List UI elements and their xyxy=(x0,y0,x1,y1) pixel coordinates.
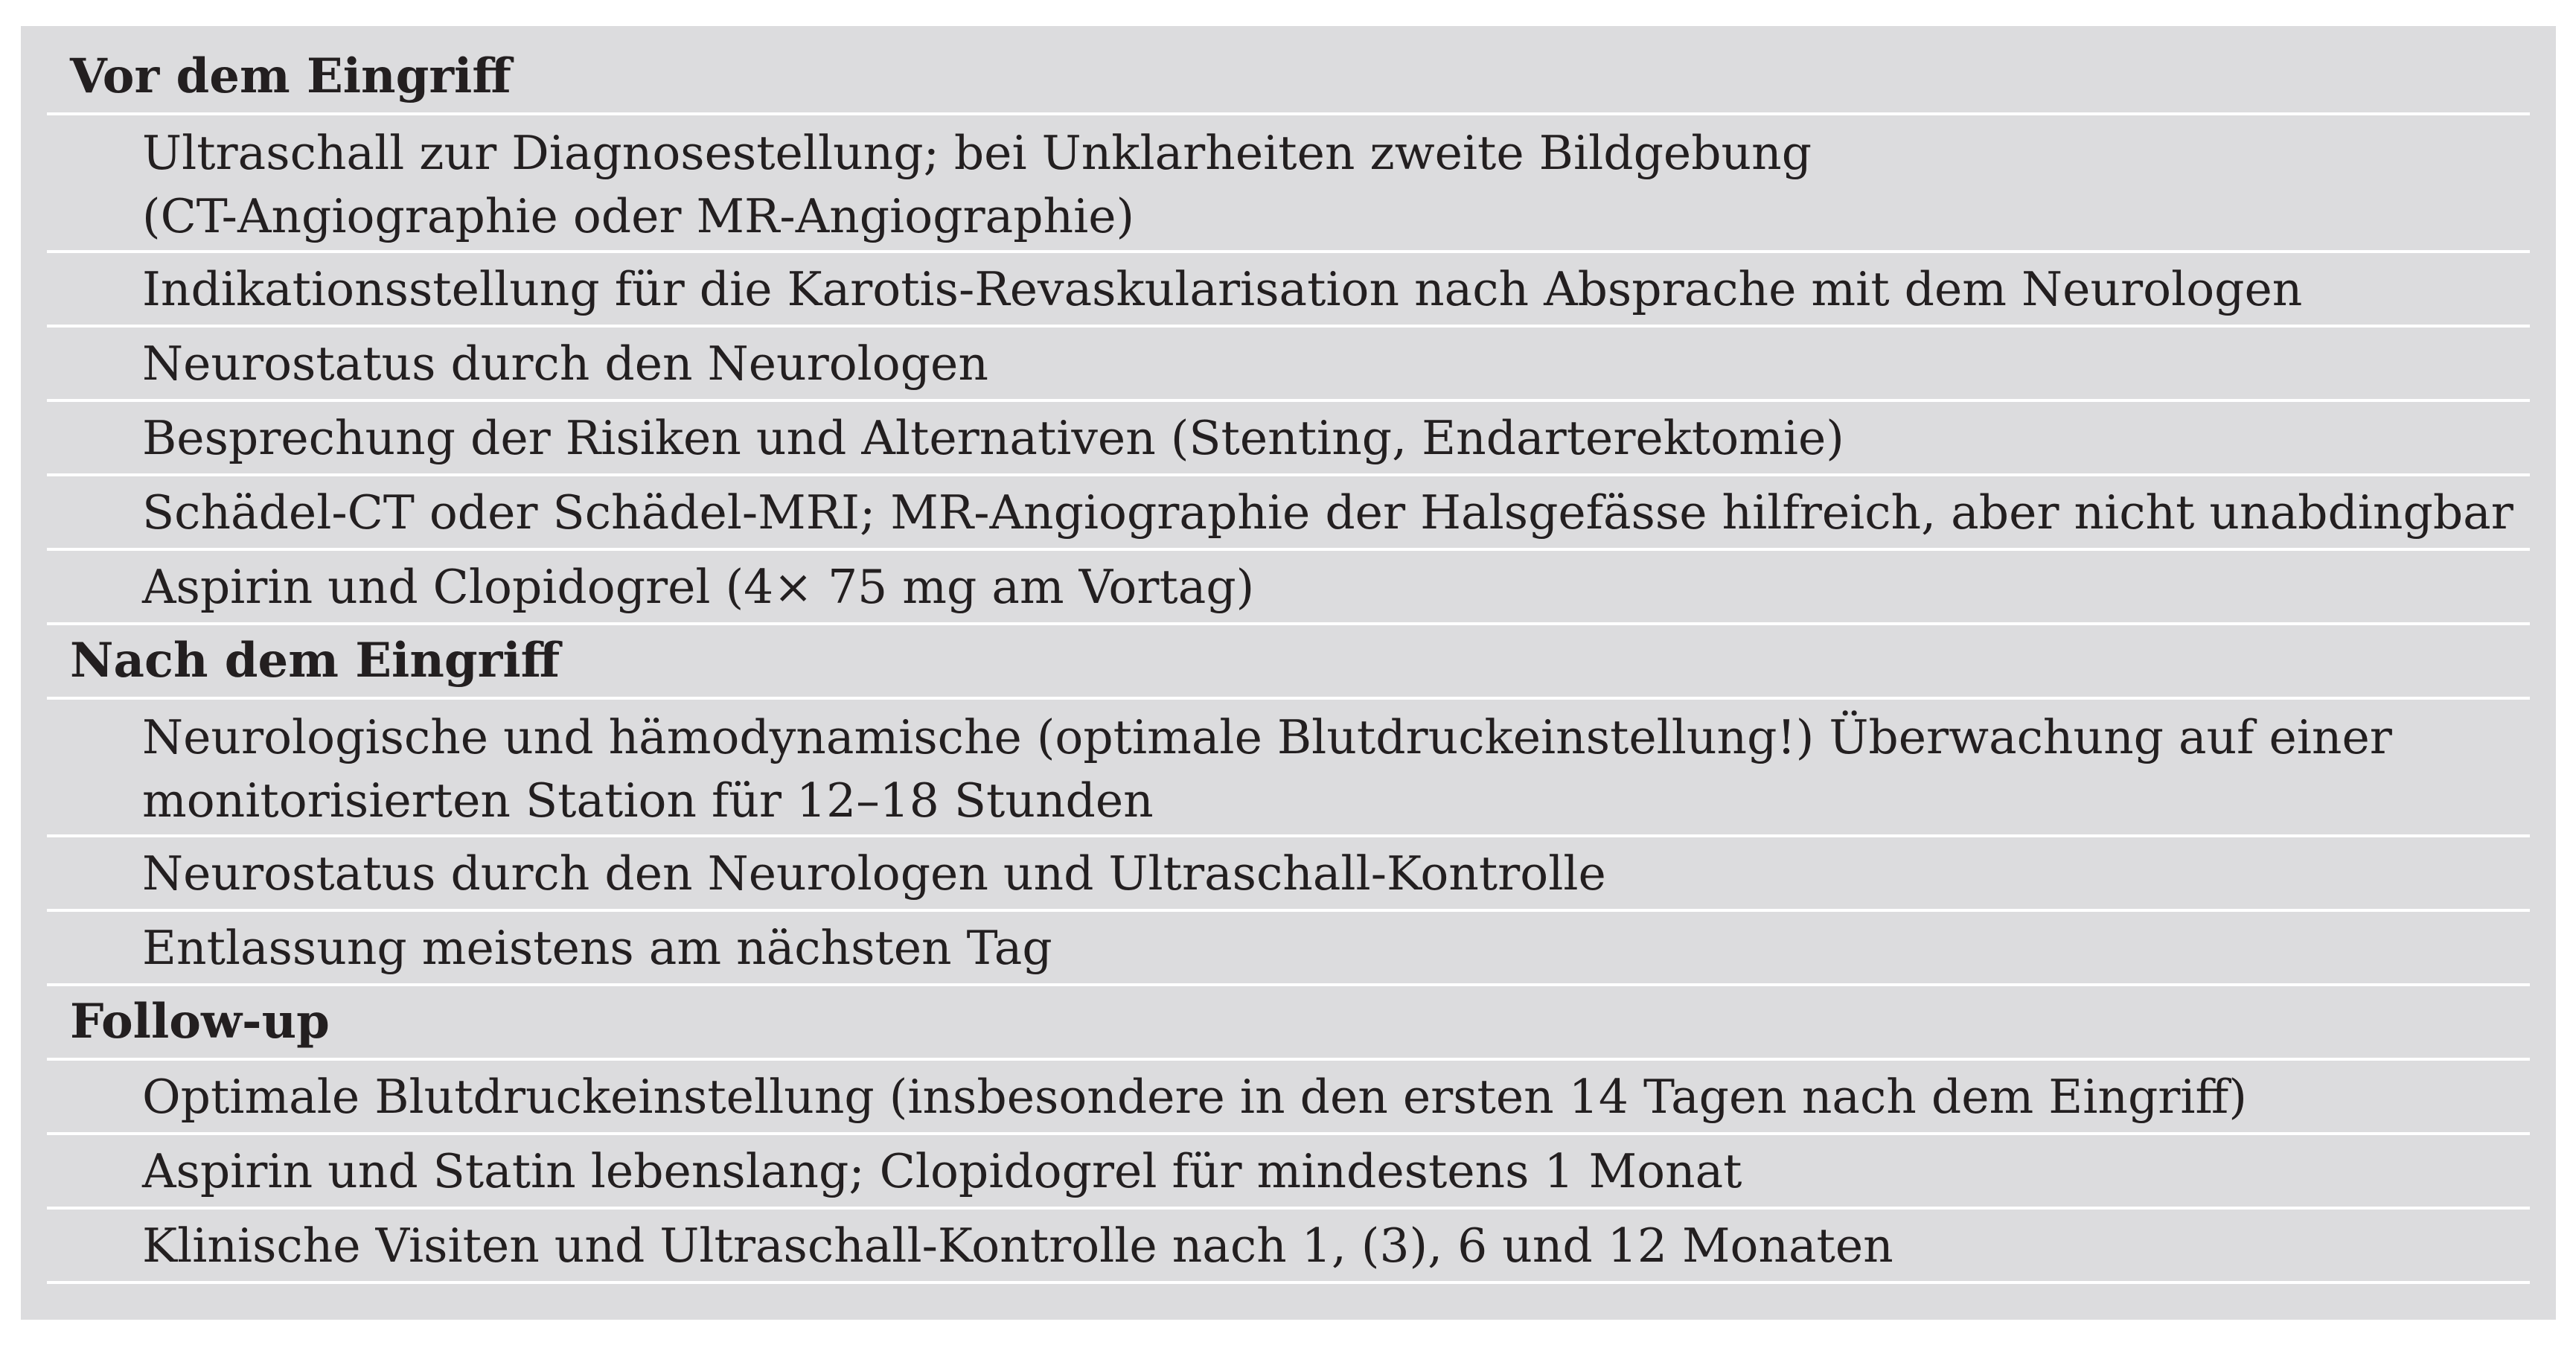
list-item xyxy=(47,476,2530,551)
list-item-line: Neurostatus durch den Neurologen und Ultraschall-Kontrolle xyxy=(142,846,1606,901)
protocol-table xyxy=(21,26,2556,1320)
list-item-line: Aspirin und Statin lebenslang; Clopidogrel für mindestens 1 Monat xyxy=(142,1143,1742,1198)
list-item xyxy=(47,1061,2530,1135)
list-item xyxy=(47,253,2530,328)
list-item-line: Besprechung der Risiken und Alternativen (Stenting, Endarterektomie) xyxy=(142,410,1844,465)
list-item-line: Klinische Visiten und Ultraschall-Kontrolle nach 1, (3), 6 und 12 Monaten xyxy=(142,1218,1893,1273)
list-item xyxy=(47,115,2530,253)
list-item-line: Ultraschall zur Diagnosestellung; bei Unklarheiten zweite Bildgebung xyxy=(142,126,1812,180)
section-header-follow-up: Follow-up xyxy=(47,986,2530,1061)
list-item xyxy=(47,328,2530,402)
section-header-nach-dem-eingriff: Nach dem Eingriff xyxy=(47,625,2530,700)
list-item-line: monitorisierten Station für 12–18 Stunden xyxy=(142,773,1154,828)
list-item-line: Neurologische und hämodynamische (optimale Blutdruckeinstellung!) Überwachung auf einer xyxy=(142,710,2392,764)
list-item-line: Entlassung meistens am nächsten Tag xyxy=(142,920,1052,975)
list-item xyxy=(47,402,2530,476)
list-item xyxy=(47,837,2530,912)
list-item-line: Optimale Blutdruckeinstellung (insbesondere in den ersten 14 Tagen nach dem Eingriff) xyxy=(142,1069,2247,1124)
list-item xyxy=(47,700,2530,837)
list-item xyxy=(47,1210,2530,1284)
list-item-line: Schädel-CT oder Schädel-MRI; MR-Angiographie der Halsgefässe hilfreich, aber nicht unabdingbar xyxy=(142,485,2513,540)
list-item-line: Aspirin und Clopidogrel (4× 75 mg am Vortag) xyxy=(142,559,1255,614)
list-item xyxy=(47,912,2530,986)
list-item xyxy=(47,1135,2530,1210)
list-item-line: Neurostatus durch den Neurologen xyxy=(142,336,988,391)
list-item-line: (CT-Angiographie oder MR-Angiographie) xyxy=(142,189,1135,243)
list-item xyxy=(47,551,2530,625)
section-header-vor-dem-eingriff: Vor dem Eingriff xyxy=(47,41,2530,115)
list-item-line: Indikationsstellung für die Karotis-Revaskularisation nach Absprache mit dem Neurologen xyxy=(142,261,2303,316)
